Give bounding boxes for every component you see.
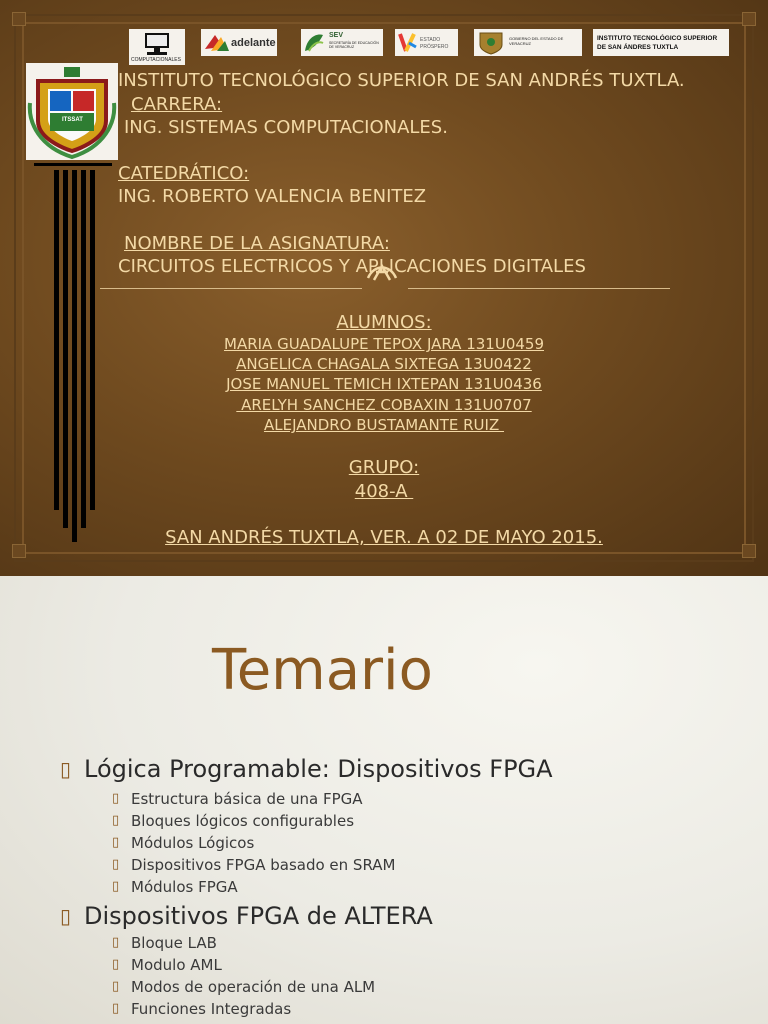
sev-logo (301, 29, 383, 56)
student-name: MARIA GUADALUPE TEPOX JARA 131U0459 (224, 335, 544, 353)
estado-prospero-logo (395, 29, 458, 56)
logo-caption: SECRETARÍA DE EDUCACIÓN DE VERACRUZ (329, 41, 379, 49)
catedratico-value: ING. ROBERTO VALENCIA BENITEZ (118, 186, 427, 207)
sub-bullet-icon: ▯ (112, 813, 120, 828)
instituto-text-logo (593, 29, 729, 56)
itssat-crest-logo (26, 63, 118, 160)
asignatura-value: CIRCUITOS ELECTRICOS Y APLICACIONES DIGITALES (118, 256, 586, 277)
list-item: Dispositivos FPGA basado en SRAM (131, 856, 396, 874)
gobierno-veracruz-logo (474, 29, 582, 56)
prospero-mark-icon (395, 29, 421, 56)
student-name: JOSE MANUEL TEMICH IXTEPAN 131U0436 (226, 375, 542, 393)
section-heading: Dispositivos FPGA de ALTERA (84, 902, 433, 930)
sub-bullet-icon: ▯ (112, 935, 120, 950)
sub-bullet-icon: ▯ (112, 835, 120, 850)
sev-leaf-icon (301, 29, 327, 56)
student-name: ARELYH SANCHEZ COBAXIN 131U0707 (236, 396, 532, 414)
logo-caption: GOBIERNO DEL ESTADO DE VERACRUZ (509, 36, 564, 46)
list-item: Funciones Integradas (131, 1000, 292, 1018)
list-item: Estructura básica de una FPGA (131, 790, 363, 808)
bullet-icon: ▯ (60, 904, 72, 928)
logo-caption: PRÓSPERO (420, 44, 449, 50)
crest-shield-icon (26, 63, 118, 160)
sub-bullet-icon: ▯ (112, 857, 120, 872)
sub-bullet-icon: ▯ (112, 979, 120, 994)
sub-bullet-icon: ▯ (112, 791, 120, 806)
student-name: ANGELICA CHAGALA SIXTEGA 13U0422 (236, 355, 532, 373)
computacionales-logo (129, 29, 185, 65)
institute-name: INSTITUTO TECNOLÓGICO SUPERIOR DE SAN ANDRÉS TUXTLA. (118, 70, 685, 91)
logo-caption: ESTADO (420, 37, 441, 43)
sub-bullet-icon: ▯ (112, 1001, 120, 1016)
student-name: ALEJANDRO BUSTAMANTE RUIZ (263, 416, 505, 434)
crest-caption: ITSSAT (62, 117, 83, 123)
place-date: SAN ANDRÉS TUXTLA, VER. A 02 DE MAYO 2015. (165, 527, 603, 548)
list-item: Bloques lógicos configurables (131, 812, 355, 830)
list-item: Modos de operación de una ALM (131, 978, 376, 996)
veracruz-shield-icon (474, 29, 508, 56)
list-item: Bloque LAB (131, 934, 217, 952)
alumnos-label: ALUMNOS: (336, 312, 432, 333)
sub-bullet-icon: ▯ (112, 879, 120, 894)
carrera-label: CARRERA: (131, 94, 223, 115)
adelante-logo (201, 29, 277, 56)
list-item: Modulo AML (131, 956, 222, 974)
logo-caption: adelante (231, 37, 276, 49)
catedratico-label: CATEDRÁTICO: (118, 163, 250, 184)
logo-caption: INSTITUTO TECNOLÓGICO SUPERIOR DE SAN ÁNDRES TUXTLA (597, 35, 718, 51)
logo-caption: COMPUTACIONALES (131, 57, 181, 63)
sub-bullet-icon: ▯ (112, 957, 120, 972)
ornament-icon (364, 258, 400, 286)
list-item: Módulos FPGA (131, 878, 238, 896)
divider-right (408, 288, 670, 289)
carrera-value: ING. SISTEMAS COMPUTACIONALES. (124, 117, 448, 138)
logo-caption: SEV (329, 32, 344, 39)
slide-title: Temario (212, 638, 433, 703)
frame-corner (742, 12, 756, 26)
section-heading: Lógica Programable: Dispositivos FPGA (84, 755, 553, 783)
frame-corner (12, 12, 26, 26)
grupo-value: 408-A (354, 481, 414, 502)
bullet-icon: ▯ (60, 757, 72, 781)
grupo-label: GRUPO: (348, 457, 420, 478)
list-item: Módulos Lógicos (131, 834, 255, 852)
divider-left (100, 288, 362, 289)
column-capital (34, 163, 112, 166)
asignatura-label: NOMBRE DE LA ASIGNATURA: (124, 233, 390, 254)
